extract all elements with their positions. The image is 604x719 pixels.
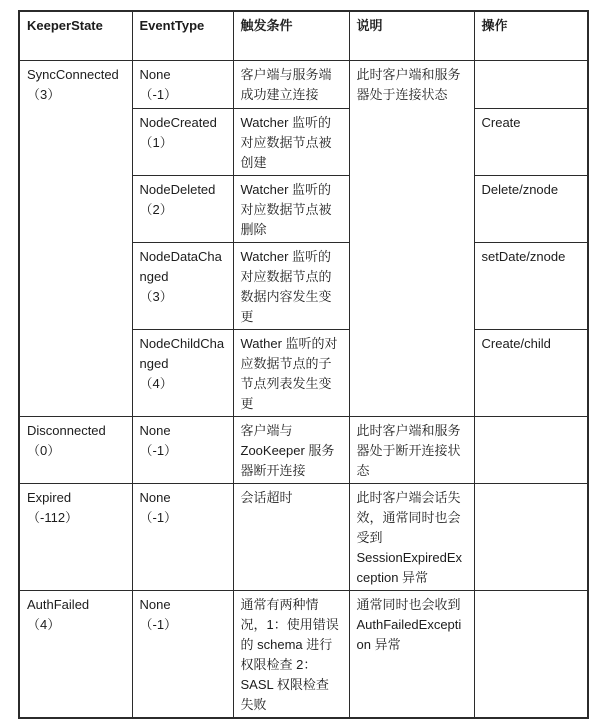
header-description: 说明 <box>349 11 474 60</box>
cell-trigger: 会话超时 <box>233 483 349 590</box>
cell-trigger: 客户端与服务端成功建立连接 <box>233 60 349 108</box>
cell-eventtype <box>132 483 233 590</box>
cell-operation <box>474 590 588 718</box>
cell-trigger: Watcher 监听的对应数据节点被创建 <box>233 108 349 175</box>
event-name: None <box>139 422 171 438</box>
cell-trigger: Wather 监听的对应数据节点的子节点列表发生变更 <box>233 329 349 416</box>
cell-description: 通常同时也会收到 AuthFailedException 异常 <box>349 590 474 718</box>
header-trigger: 触发条件 <box>233 11 349 60</box>
event-name: NodeCreated <box>139 114 217 130</box>
event-name: None <box>139 66 171 82</box>
state-name: SyncConnected <box>27 66 119 82</box>
cell-keeperstate-syncconnected <box>19 60 132 416</box>
header-eventtype: EventType <box>132 11 233 60</box>
cell-trigger: Watcher 监听的对应数据节点的数据内容发生变更 <box>233 242 349 329</box>
cell-operation: Delete/znode <box>474 175 588 242</box>
cell-operation: Create/child <box>474 329 588 416</box>
cell-operation <box>474 60 588 108</box>
event-code: （-1） <box>139 86 178 102</box>
cell-operation <box>474 416 588 483</box>
table-row <box>19 416 588 483</box>
cell-eventtype-nodedatachanged <box>132 242 233 329</box>
event-name: NodeChildChanged <box>139 335 225 371</box>
state-code: （-112） <box>27 509 79 525</box>
cell-eventtype-none <box>132 60 233 108</box>
cell-keeperstate-expired <box>19 483 132 590</box>
table-row <box>19 590 588 718</box>
event-code: （4） <box>139 375 173 391</box>
cell-eventtype-nodedeleted <box>132 175 233 242</box>
cell-trigger: 通常有两种情况，1：使用错误的 schema 进行权限检查 2：SASL 权限检查失败 <box>233 590 349 718</box>
event-code: （3） <box>139 288 173 304</box>
cell-operation <box>474 483 588 590</box>
event-name: NodeDataChanged <box>139 248 222 284</box>
cell-eventtype-nodechildchanged <box>132 329 233 416</box>
keeper-state-table <box>18 10 589 719</box>
state-code: （4） <box>27 616 61 632</box>
state-code: （0） <box>27 442 61 458</box>
event-name: NodeDeleted <box>139 181 216 197</box>
cell-trigger: 客户端与 ZooKeeper 服务器断开连接 <box>233 416 349 483</box>
cell-eventtype-nodecreated <box>132 108 233 175</box>
table-row <box>19 60 588 108</box>
header-keeperstate: KeeperState <box>19 11 132 60</box>
cell-eventtype <box>132 416 233 483</box>
event-code: （-1） <box>139 442 178 458</box>
table-header-row <box>19 11 588 60</box>
event-code: （1） <box>139 134 173 150</box>
cell-description: 此时客户端会话失效，通常同时也会受到 SessionExpiredException 异常 <box>349 483 474 590</box>
cell-operation: Create <box>474 108 588 175</box>
event-name: None <box>139 596 171 612</box>
state-code: （3） <box>27 86 61 102</box>
table-row <box>19 483 588 590</box>
state-name: Disconnected <box>27 422 106 438</box>
cell-keeperstate-disconnected <box>19 416 132 483</box>
cell-description: 此时客户端和服务器处于断开连接状态 <box>349 416 474 483</box>
event-code: （-1） <box>139 616 178 632</box>
cell-description-syncconnected: 此时客户端和服务器处于连接状态 <box>349 60 474 416</box>
cell-trigger: Watcher 监听的对应数据节点被删除 <box>233 175 349 242</box>
event-name: None <box>139 489 171 505</box>
state-name: Expired <box>27 489 72 505</box>
cell-operation: setDate/znode <box>474 242 588 329</box>
cell-keeperstate-authfailed <box>19 590 132 718</box>
state-name: AuthFailed <box>27 596 90 612</box>
event-code: （-1） <box>139 509 178 525</box>
cell-eventtype <box>132 590 233 718</box>
header-operation: 操作 <box>474 11 588 60</box>
event-code: （2） <box>139 201 173 217</box>
